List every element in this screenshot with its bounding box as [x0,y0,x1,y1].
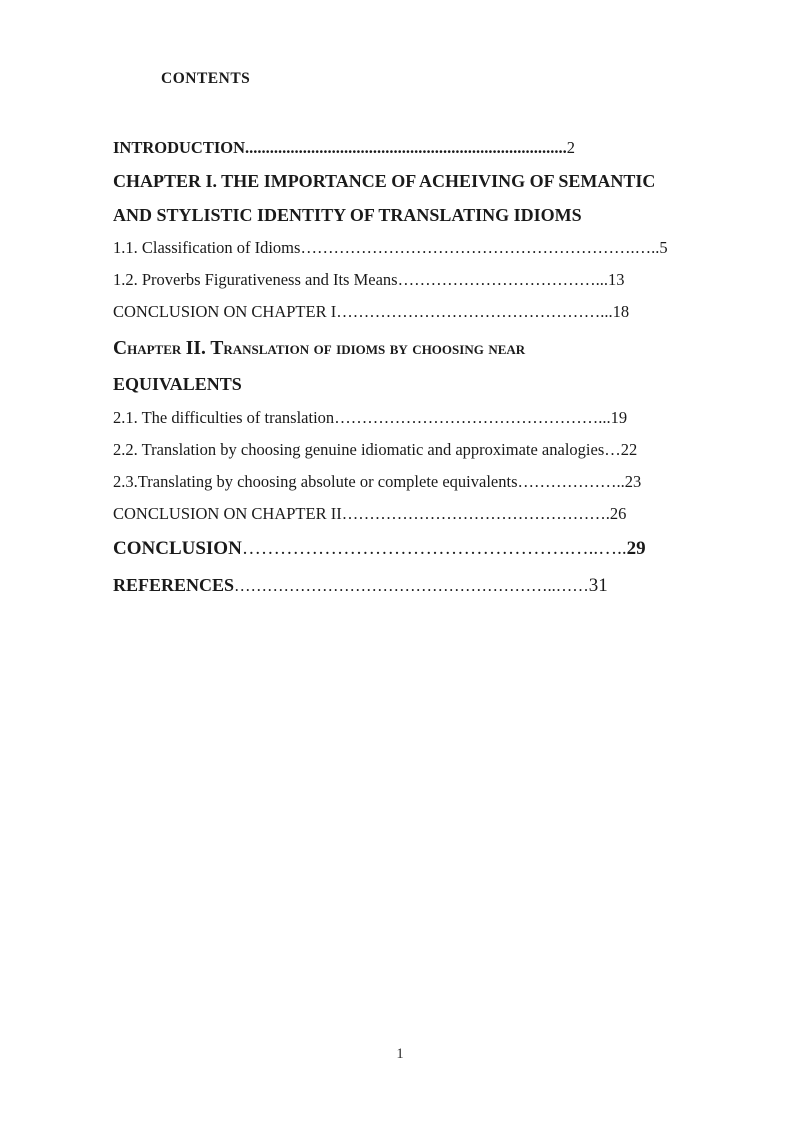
toc-entry-references [113,567,741,604]
toc-entry-label: CONCLUSION ON CHAPTER I [113,302,337,322]
toc-leader-dots: …………………………………………….…..….. [241,537,627,559]
toc-entry-label: 1.1. Classification of Idioms [113,238,301,258]
toc-leader-dots: …………………………………………... [336,302,613,322]
chapter2-title: ranslation of idioms by choosing near [223,338,526,359]
toc-entry-page: 22 [620,439,638,459]
toc-entry-page: 19 [610,407,628,427]
toc-entry-chapter-2-line-2: EQUIVALENTS [113,374,242,395]
toc-leader-dots: …………………………………………………….….. [300,238,660,258]
toc-entry-page: 5 [659,238,668,258]
toc-leader-dots: …………………………………………... [334,407,611,427]
toc-list [113,132,741,604]
toc-entry-page: 31 [588,574,608,596]
toc-entry-page: 23 [624,471,642,491]
toc-entry-label: 2.3.Translating by choosing absolute or complete equivalents [113,471,518,491]
toc-entry-2-3 [113,466,741,498]
toc-leader-dots: ……………….. [517,471,625,491]
toc-entry-label: REFERENCES [113,574,235,595]
toc-entry-conclusion-chapter-1 [113,296,741,328]
toc-entry-conclusion [113,530,741,567]
toc-entry-conclusion-chapter-2 [113,498,741,530]
chapter2-word-chapter: hapter [127,338,186,359]
toc-entry-label: 1.2. Proverbs Figurativeness and Its Means [113,270,398,290]
toc-entry-2-2 [113,434,741,466]
toc-entry-chapter-1-line-1: CHAPTER I. THE IMPORTANCE OF ACHEIVING OF SEMANTIC [113,171,656,191]
toc-entry-page: 18 [612,302,630,322]
page-title: CONTENTS [161,70,251,87]
toc-leader-dots: .............................................................................. [245,138,567,157]
toc-entry-page: 26 [609,503,627,523]
table-of-contents [113,70,741,604]
toc-entry-1-2 [113,264,741,296]
toc-entry-chapter-2-line-1 [113,330,741,367]
toc-entry-label: 2.1. The difficulties of translation [113,407,335,427]
toc-leader-dots: … [604,439,621,459]
toc-entry-page: 2 [566,138,576,157]
toc-entry-2-1 [113,402,741,434]
toc-entry-label: INTRODUCTION [113,138,246,157]
toc-entry-page: 29 [626,537,646,559]
toc-entry-label: CONCLUSION [113,537,242,559]
toc-entry-label: CONCLUSION ON CHAPTER II [113,503,342,523]
chapter2-initial: C [113,338,128,360]
toc-entry-label: 2.2. Translation by choosing genuine idiomatic and approximate analogies [113,439,605,459]
toc-entry-chapter-1-line-2: AND STYLISTIC IDENTITY OF TRANSLATING IDIOMS [113,205,582,226]
chapter2-numeral: II. T [185,338,224,360]
toc-entry-page: 13 [607,270,625,290]
toc-entry-introduction [113,132,741,164]
page-number: 1 [396,1046,404,1062]
toc-entry-1-1 [113,232,741,264]
toc-leader-dots: …………………………………………. [341,503,610,523]
toc-leader-dots: …………………………………………………..…… [234,575,589,595]
toc-leader-dots: ………………………………... [397,270,608,290]
